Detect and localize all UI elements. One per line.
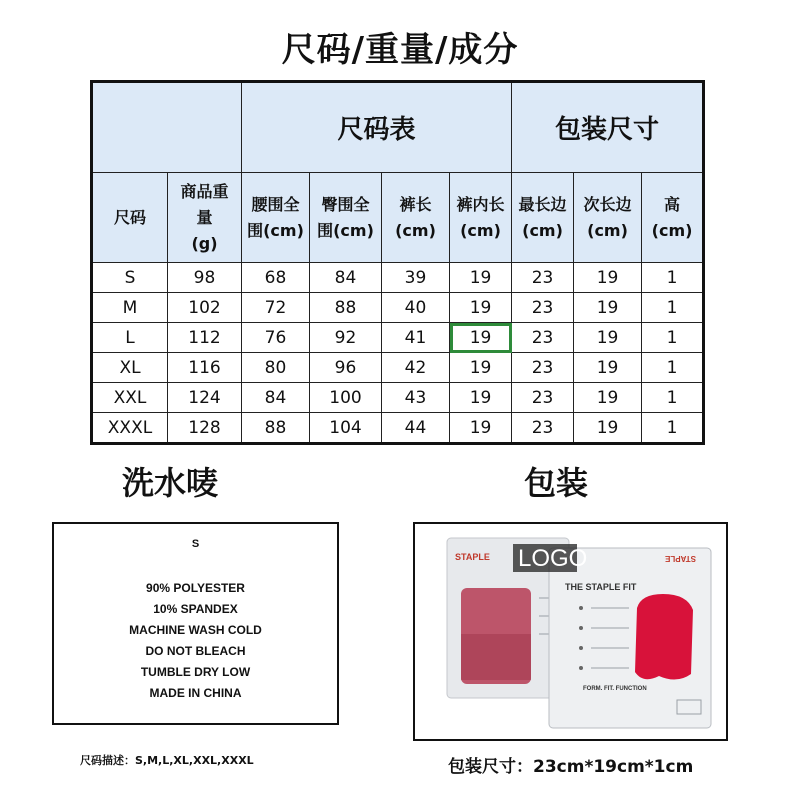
- package-photo: [415, 524, 726, 739]
- table-cell[interactable]: 19: [450, 263, 512, 293]
- wash-care-label: [52, 522, 339, 725]
- column-header-line: (g): [191, 233, 218, 253]
- column-header: [642, 173, 704, 263]
- table-cell[interactable]: 1: [642, 413, 704, 444]
- column-header: [512, 173, 574, 263]
- package-heading: 包装: [524, 464, 589, 502]
- table-cell[interactable]: 23: [512, 413, 574, 444]
- column-header-line: 高: [664, 194, 681, 214]
- care-label-lines: [54, 578, 337, 704]
- table-row: [92, 293, 704, 323]
- table-cell[interactable]: 84: [242, 383, 310, 413]
- logo-overlay: [513, 544, 587, 572]
- table-cell[interactable]: 19: [450, 353, 512, 383]
- column-header: [574, 173, 642, 263]
- column-header: [310, 173, 382, 263]
- brand-right-text: STAPLE: [665, 554, 696, 563]
- table-cell[interactable]: 19: [574, 263, 642, 293]
- table-cell[interactable]: 23: [512, 293, 574, 323]
- table-cell[interactable]: 19: [450, 323, 512, 353]
- package-photo-frame: [413, 522, 728, 741]
- package-size-header: 包装尺寸: [512, 82, 704, 173]
- column-header-line: 尺码: [113, 207, 146, 227]
- table-row: [92, 353, 704, 383]
- column-header-line: 商品重: [180, 181, 229, 201]
- column-header-line: 次长边: [583, 194, 632, 214]
- table-cell[interactable]: 23: [512, 323, 574, 353]
- column-header-line: (cm): [587, 220, 628, 240]
- table-cell[interactable]: XL: [92, 353, 168, 383]
- table-cell[interactable]: 19: [574, 353, 642, 383]
- group-header-row: [92, 82, 704, 173]
- table-cell[interactable]: 76: [242, 323, 310, 353]
- care-label-line: DO NOT BLEACH: [145, 644, 246, 658]
- table-cell[interactable]: 19: [450, 383, 512, 413]
- table-cell[interactable]: 104: [310, 413, 382, 444]
- table-cell[interactable]: 44: [382, 413, 450, 444]
- table-cell[interactable]: 42: [382, 353, 450, 383]
- table-cell[interactable]: 19: [450, 413, 512, 444]
- size-description: 尺码描述：S,M,L,XL,XXL,XXXL: [80, 754, 254, 767]
- table-row: [92, 323, 704, 353]
- column-header-line: (cm): [522, 220, 563, 240]
- table-cell[interactable]: 1: [642, 353, 704, 383]
- table-cell[interactable]: 39: [382, 263, 450, 293]
- care-label-line: TUMBLE DRY LOW: [140, 665, 251, 679]
- column-header: [450, 173, 512, 263]
- pack-title-text: THE STAPLE FIT: [565, 582, 637, 592]
- table-cell[interactable]: 23: [512, 263, 574, 293]
- table-cell[interactable]: 100: [310, 383, 382, 413]
- pack-tagline-text: FORM. FIT. FUNCTION: [583, 686, 647, 692]
- table-cell[interactable]: XXXL: [92, 413, 168, 444]
- column-header-line: (cm): [651, 220, 693, 240]
- front-package: [549, 548, 711, 728]
- table-row: [92, 383, 704, 413]
- table-cell[interactable]: 1: [642, 263, 704, 293]
- table-cell[interactable]: 1: [642, 323, 704, 353]
- column-header-line: (cm): [395, 220, 436, 240]
- table-cell[interactable]: 19: [574, 413, 642, 444]
- column-header-row: [92, 173, 704, 263]
- table-cell[interactable]: 112: [168, 323, 242, 353]
- table-cell[interactable]: S: [92, 263, 168, 293]
- table-cell[interactable]: 68: [242, 263, 310, 293]
- column-header-line: 腰围全: [251, 194, 300, 214]
- brand-left-text: STAPLE: [455, 552, 490, 562]
- table-cell[interactable]: 19: [574, 383, 642, 413]
- table-cell[interactable]: 128: [168, 413, 242, 444]
- page-title: 尺码/重量/成分: [281, 30, 519, 70]
- table-cell[interactable]: 23: [512, 383, 574, 413]
- table-cell[interactable]: 72: [242, 293, 310, 323]
- column-header-line: 裤内长: [456, 194, 505, 214]
- table-cell[interactable]: 80: [242, 353, 310, 383]
- size-chart-header: 尺码表: [242, 82, 512, 173]
- care-label-size: S: [191, 538, 200, 550]
- table-cell[interactable]: 102: [168, 293, 242, 323]
- size-table: [90, 80, 705, 445]
- table-cell[interactable]: XXL: [92, 383, 168, 413]
- column-header-line: 裤长: [399, 194, 432, 214]
- column-header: [92, 173, 168, 263]
- column-header-line: (cm): [460, 220, 501, 240]
- table-cell[interactable]: 41: [382, 323, 450, 353]
- blank-header-cell: [92, 82, 242, 173]
- table-cell[interactable]: 23: [512, 353, 574, 383]
- table-cell[interactable]: 40: [382, 293, 450, 323]
- care-label-line: MADE IN CHINA: [149, 686, 242, 700]
- column-header-line: 臀围全: [321, 194, 370, 214]
- table-cell[interactable]: 19: [574, 293, 642, 323]
- column-header-line: 量: [196, 207, 213, 227]
- table-cell[interactable]: 96: [310, 353, 382, 383]
- table-cell[interactable]: M: [92, 293, 168, 323]
- table-cell[interactable]: 19: [450, 293, 512, 323]
- table-cell[interactable]: 84: [310, 263, 382, 293]
- wash-label-heading: 洗水唛: [122, 464, 219, 502]
- table-cell[interactable]: 124: [168, 383, 242, 413]
- table-row: [92, 413, 704, 444]
- table-body: [92, 263, 704, 444]
- table-cell[interactable]: L: [92, 323, 168, 353]
- column-header-line: 最长边: [518, 194, 567, 214]
- table-cell[interactable]: 88: [310, 293, 382, 323]
- care-label-line: 10% SPANDEX: [153, 602, 238, 616]
- table-cell[interactable]: 19: [574, 323, 642, 353]
- column-header: [242, 173, 310, 263]
- table-cell[interactable]: 92: [310, 323, 382, 353]
- care-label-line: 90% POLYESTER: [146, 581, 245, 595]
- table-cell[interactable]: 116: [168, 353, 242, 383]
- package-size-caption: 包装尺寸：23cm*19cm*1cm: [448, 757, 694, 777]
- table-cell[interactable]: 43: [382, 383, 450, 413]
- care-label-line: MACHINE WASH COLD: [129, 623, 262, 637]
- table-cell[interactable]: 88: [242, 413, 310, 444]
- column-header-line: 围(cm): [247, 220, 304, 240]
- table-cell[interactable]: 1: [642, 383, 704, 413]
- table-row: [92, 263, 704, 293]
- table-cell[interactable]: 98: [168, 263, 242, 293]
- logo-text: LOGO: [518, 545, 588, 572]
- column-header: [382, 173, 450, 263]
- table-cell[interactable]: 1: [642, 293, 704, 323]
- column-header: [168, 173, 242, 263]
- column-header-line: 围(cm): [317, 220, 374, 240]
